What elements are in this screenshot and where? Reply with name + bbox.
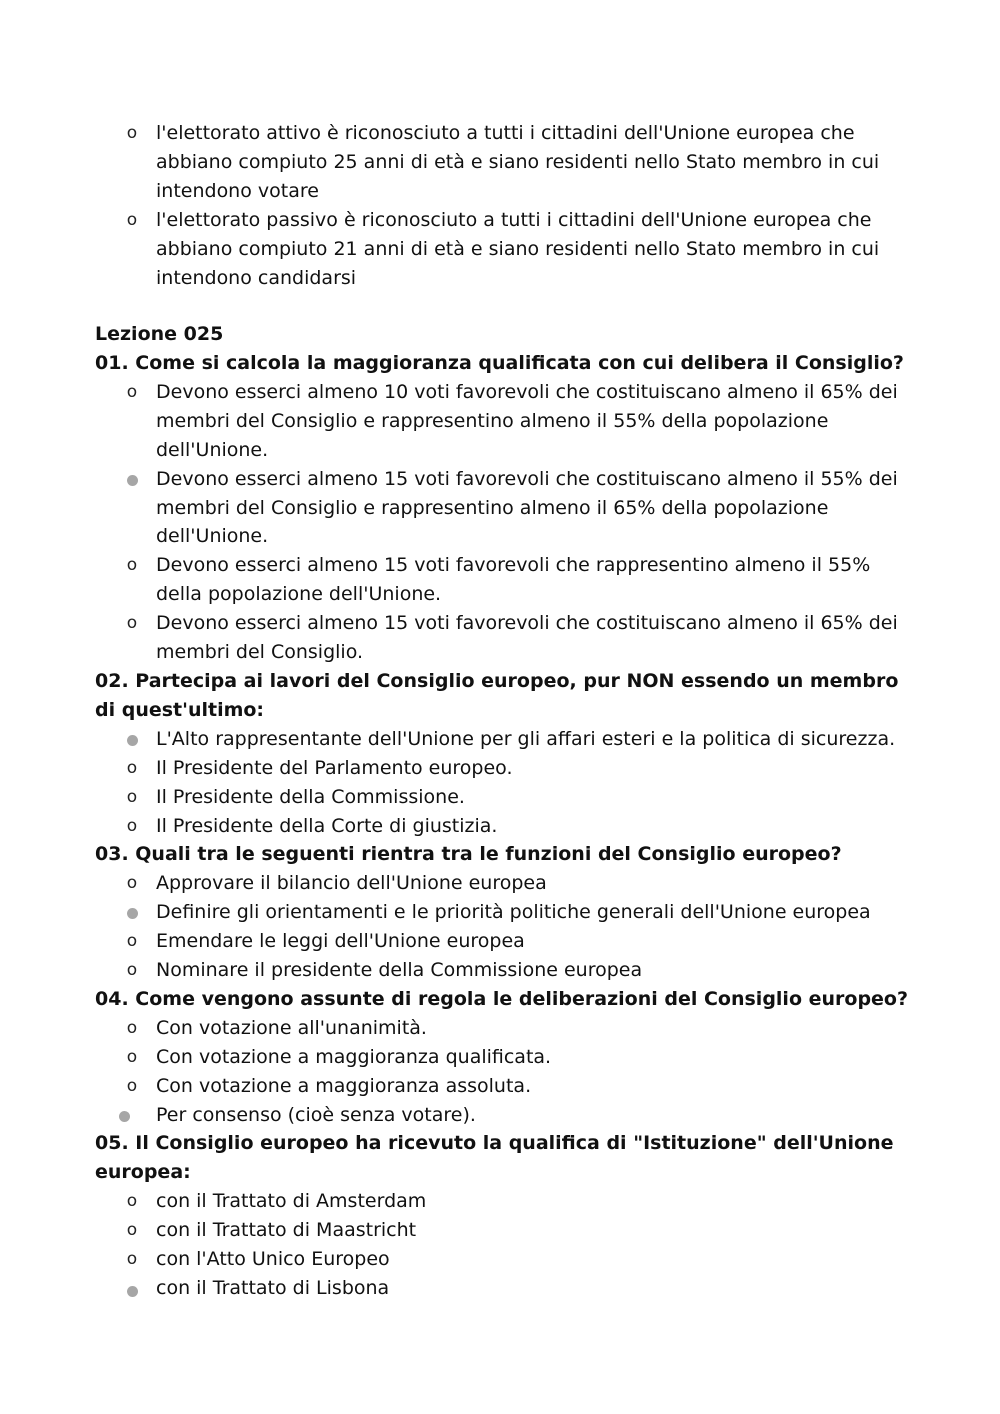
answer-text: Il Presidente del Parlamento europeo.: [156, 756, 513, 779]
answer-option: [126, 551, 901, 609]
circle-bullet-icon: o: [126, 931, 138, 952]
circle-bullet-icon: o: [126, 1191, 138, 1212]
circle-bullet-icon: o: [126, 1046, 138, 1067]
answer-text: Definire gli orientamenti e le priorità politiche generali dell'Unione europea: [156, 901, 871, 924]
circle-bullet-icon: o: [126, 209, 138, 230]
intro-option-text: l'elettorato attivo è riconosciuto a tutti i cittadini dell'Unione europea che abbiano compiuto 25 anni di età e siano residenti nello Stato membro in cui intendono votare: [156, 122, 880, 202]
answer-text: Devono esserci almeno 15 voti favorevoli che rappresentino almeno il 55% della popolazione dell'Unione.: [156, 554, 871, 606]
question-3: [0, 840, 1000, 985]
circle-bullet-icon: o: [126, 123, 138, 143]
intro-option-text: l'elettorato passivo è riconosciuto a tutti i cittadini dell'Unione europea che abbiano compiuto 21 anni di età e siano residenti nello Stato membro in cui intendono candidarsi: [156, 208, 880, 289]
intro-option: [126, 119, 901, 206]
selected-answer-dot-icon: [127, 908, 138, 919]
answer-text: Con votazione a maggioranza qualificata.: [156, 1045, 552, 1068]
circle-bullet-icon: o: [126, 757, 138, 778]
answer-option: [126, 1216, 901, 1245]
question-2: [0, 667, 1000, 840]
intro-section: [0, 119, 1000, 292]
answer-option: [126, 378, 901, 465]
answer-option: [126, 1043, 901, 1072]
circle-bullet-icon: o: [126, 381, 138, 402]
selected-answer-dot-icon: [127, 735, 138, 746]
answer-text: L'Alto rappresentante dell'Unione per gli affari esteri e la politica di sicurezza.: [156, 727, 896, 750]
answer-option: [126, 1245, 901, 1274]
answer-text: Con votazione a maggioranza assoluta.: [156, 1074, 532, 1097]
answer-text: Emendare le leggi dell'Unione europea: [156, 930, 525, 953]
circle-bullet-icon: o: [126, 786, 138, 807]
answer-text: Per consenso (cioè senza votare).: [156, 1103, 476, 1126]
answer-option-selected: [156, 725, 901, 754]
selected-answer-dot-icon: [127, 1286, 138, 1297]
answer-option: [126, 812, 901, 841]
answer-text: con l'Atto Unico Europeo: [156, 1248, 390, 1271]
answer-option: [126, 1014, 901, 1043]
answer-option-selected: [156, 1274, 901, 1303]
answer-text: con il Trattato di Amsterdam: [156, 1190, 427, 1213]
question-5: [0, 1129, 1000, 1302]
answer-option-selected: [156, 898, 901, 927]
circle-bullet-icon: o: [126, 1017, 138, 1038]
intro-option: [126, 206, 901, 293]
circle-bullet-icon: o: [126, 815, 138, 836]
answer-text: Devono esserci almeno 10 voti favorevoli che costituiscano almeno il 65% dei membri del Consiglio e rappresentino almeno il 55% della popolazione dell'Unione.: [156, 380, 898, 461]
answer-text: Devono esserci almeno 15 voti favorevoli che costituiscano almeno il 55% dei membri del Consiglio e rappresentino almeno il 65% della popolazione dell'Unione.: [156, 467, 898, 548]
answer-option: [126, 754, 901, 783]
answer-text: Nominare il presidente della Commissione europea: [156, 959, 643, 982]
circle-bullet-icon: o: [126, 960, 138, 981]
circle-bullet-icon: o: [126, 1075, 138, 1096]
answer-text: Il Presidente della Commissione.: [156, 785, 465, 808]
lesson-section: [0, 320, 1000, 349]
answer-text: Approvare il bilancio dell'Unione europea: [156, 872, 547, 895]
question-1: [0, 349, 1000, 667]
selected-answer-dot-icon: [119, 1111, 130, 1122]
question-title: 03. Quali tra le seguenti rientra tra le funzioni del Consiglio europeo?: [95, 843, 842, 866]
answer-option-selected: [156, 465, 901, 552]
answer-text: Con votazione all'unanimità.: [156, 1016, 427, 1039]
question-4: [0, 985, 1000, 1130]
answer-option: [126, 1072, 901, 1101]
answer-option: [126, 956, 901, 985]
answer-option-selected: [156, 1101, 901, 1130]
question-title: 04. Come vengono assunte di regola le deliberazioni del Consiglio europeo?: [95, 987, 909, 1010]
answer-option: [126, 609, 901, 667]
answer-option: [126, 869, 901, 898]
circle-bullet-icon: o: [126, 555, 138, 576]
answer-text: con il Trattato di Lisbona: [156, 1277, 390, 1299]
circle-bullet-icon: o: [126, 1249, 138, 1270]
questions-section: [0, 349, 1000, 1303]
circle-bullet-icon: o: [126, 873, 138, 894]
answer-text: Il Presidente della Corte di giustizia.: [156, 814, 498, 837]
answer-option: [126, 927, 901, 956]
lesson-title: Lezione 025: [95, 323, 224, 345]
question-title: 01. Come si calcola la maggioranza qualificata con cui delibera il Consiglio?: [95, 352, 904, 374]
question-title: 02. Partecipa ai lavori del Consiglio europeo, pur NON essendo un membro di quest'ultimo:: [95, 669, 899, 721]
answer-option: [126, 1187, 901, 1216]
answer-text: Devono esserci almeno 15 voti favorevoli che costituiscano almeno il 65% dei membri del Consiglio.: [156, 612, 898, 664]
selected-answer-dot-icon: [127, 475, 138, 486]
circle-bullet-icon: o: [126, 613, 138, 634]
circle-bullet-icon: o: [126, 1220, 138, 1241]
answer-text: con il Trattato di Maastricht: [156, 1219, 417, 1242]
question-title: 05. Il Consiglio europeo ha ricevuto la qualifica di "Istituzione" dell'Unione europea:: [95, 1132, 894, 1184]
answer-option: [126, 783, 901, 812]
